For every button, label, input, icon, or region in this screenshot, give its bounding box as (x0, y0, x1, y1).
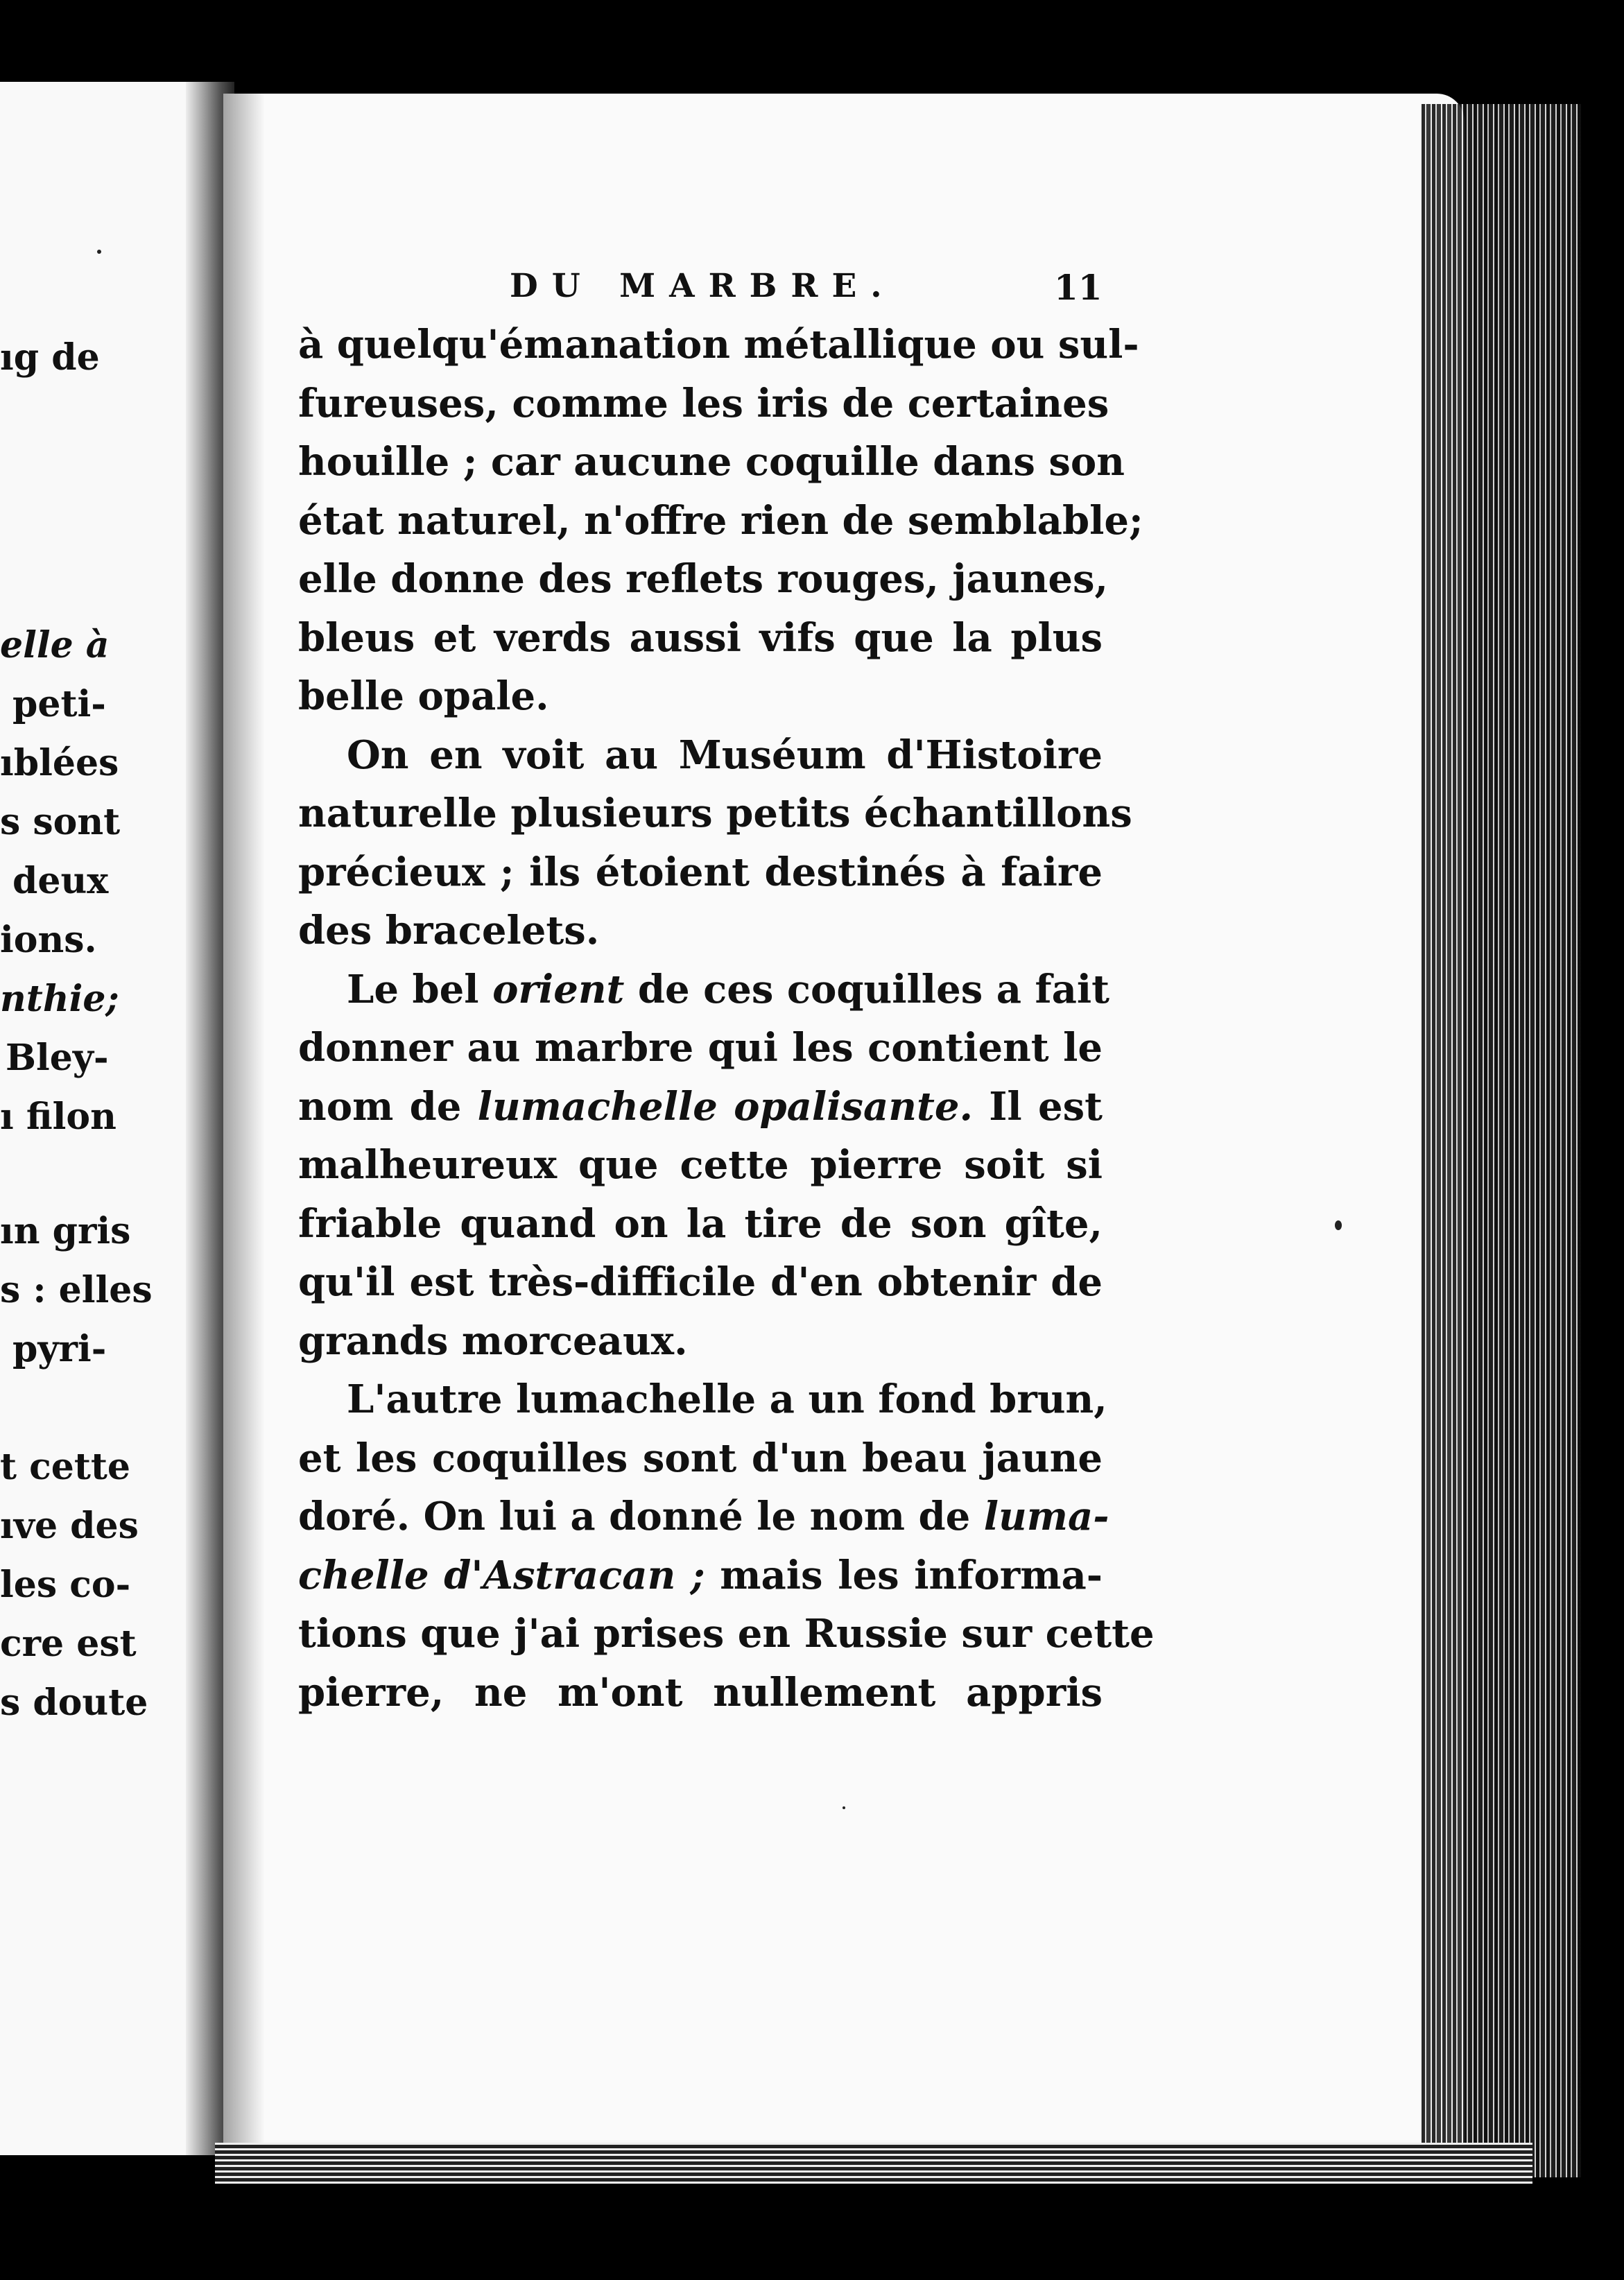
text-line (298, 726, 1103, 785)
text-line (298, 1195, 1103, 1254)
text-line (298, 492, 1143, 551)
text-run: de ces coquilles a fait (624, 966, 1110, 1012)
body-text (298, 316, 1155, 1722)
text-line (298, 1370, 1107, 1429)
text-line (298, 1136, 1103, 1195)
text-run: naturelle plusieurs petits échantillons (298, 791, 1132, 836)
text-run: Le bel (347, 966, 493, 1012)
page-shadow (223, 94, 265, 2164)
left-page-fragment: peti- (12, 683, 106, 725)
text-run: pierre, ne m'ont nullement appris (298, 1669, 1103, 1716)
italic-text: orient (492, 966, 625, 1012)
speck (843, 1806, 845, 1809)
text-run: belle opale. (298, 673, 549, 719)
left-page-fragment: s doute (0, 1682, 148, 1724)
text-run: Il est (972, 1083, 1103, 1130)
text-line (298, 784, 1132, 843)
left-page-fragment: nthie; (0, 978, 119, 1020)
text-run: à quelqu'émanation métallique ou sul- (298, 322, 1139, 368)
text-line (298, 1429, 1103, 1488)
left-page-fragment: s sont (0, 801, 121, 843)
left-page-fragment: les co- (0, 1564, 131, 1606)
text-run: elle donne des reflets rouges, jaunes, (298, 556, 1109, 602)
running-header: DU MARBRE. (510, 267, 896, 305)
speck (97, 250, 101, 254)
text-line (298, 1546, 1103, 1605)
page-number: 11 (1054, 267, 1103, 308)
text-line (298, 374, 1109, 433)
text-run: et les coquilles sont d'un beau jaune (298, 1435, 1103, 1481)
text-run: friable quand on la tire de son gîte, (298, 1200, 1103, 1247)
left-page-fragment: t cette (0, 1446, 130, 1488)
italic-text: chelle d'Astracan ; (298, 1552, 705, 1598)
text-line (298, 1312, 1103, 1371)
text-run: L'autre lumachelle a un fond brun, (347, 1376, 1107, 1422)
left-page-fragment: ın gris (0, 1210, 131, 1252)
left-page-fragment: ı filon (0, 1096, 116, 1138)
left-page-fragment: ıve des (0, 1505, 139, 1547)
speck (1335, 1220, 1342, 1230)
text-line (298, 1605, 1155, 1664)
text-run: On en voit au Muséum d'Histoire (347, 732, 1103, 778)
text-run: doré. On lui a donné le nom de (298, 1494, 984, 1539)
text-run: grands morceaux. (298, 1318, 688, 1364)
text-run: précieux ; ils étoient destinés à faire (298, 849, 1103, 895)
text-line (298, 550, 1109, 609)
text-line (298, 609, 1103, 668)
text-line (298, 1253, 1103, 1312)
left-page-fragment: s : elles (0, 1269, 153, 1311)
left-page-fragment: deux (12, 860, 109, 902)
text-run: bleus et verds aussi vifs que la plus (298, 614, 1103, 661)
text-line (298, 1078, 1103, 1137)
text-run: qu'il est très-difficile d'en obtenir de (298, 1259, 1103, 1305)
bottom-edge (215, 2143, 1532, 2184)
text-line (298, 433, 1125, 492)
text-line (298, 843, 1103, 902)
italic-text: luma- (983, 1494, 1109, 1539)
text-line (298, 1019, 1103, 1078)
text-line (298, 1664, 1103, 1722)
text-run: des bracelets. (298, 908, 600, 953)
left-page-fragment: elle à (0, 624, 110, 666)
text-line (298, 901, 1103, 960)
left-page-fragment: cre est (0, 1623, 137, 1665)
text-run: tions que j'ai prises en Russie sur cette (298, 1611, 1155, 1657)
left-page-fragment: ions. (0, 919, 97, 961)
page-edges (1422, 104, 1581, 2177)
text-run: mais les informa- (705, 1552, 1103, 1598)
text-run: fureuses, comme les iris de certaines (298, 380, 1109, 426)
text-run: état naturel, n'offre rien de semblable; (298, 497, 1143, 544)
text-line (298, 316, 1139, 374)
text-line (298, 667, 1103, 726)
left-page (0, 82, 215, 2155)
left-page-fragment: ıblées (0, 742, 119, 784)
text-line (298, 1487, 1109, 1546)
text-line (298, 960, 1110, 1019)
left-page-fragment: ıg de (0, 336, 100, 379)
left-page-fragment: pyri- (12, 1328, 107, 1370)
italic-text: lumachelle opalisante. (477, 1083, 973, 1130)
text-run: donner au marbre qui les contient le (298, 1025, 1103, 1071)
text-run: malheureux que cette pierre soit si (298, 1142, 1103, 1188)
left-page-fragment: Bley- (6, 1037, 109, 1079)
text-run: houille ; car aucune coquille dans son (298, 439, 1125, 485)
text-run: nom de (298, 1083, 478, 1130)
